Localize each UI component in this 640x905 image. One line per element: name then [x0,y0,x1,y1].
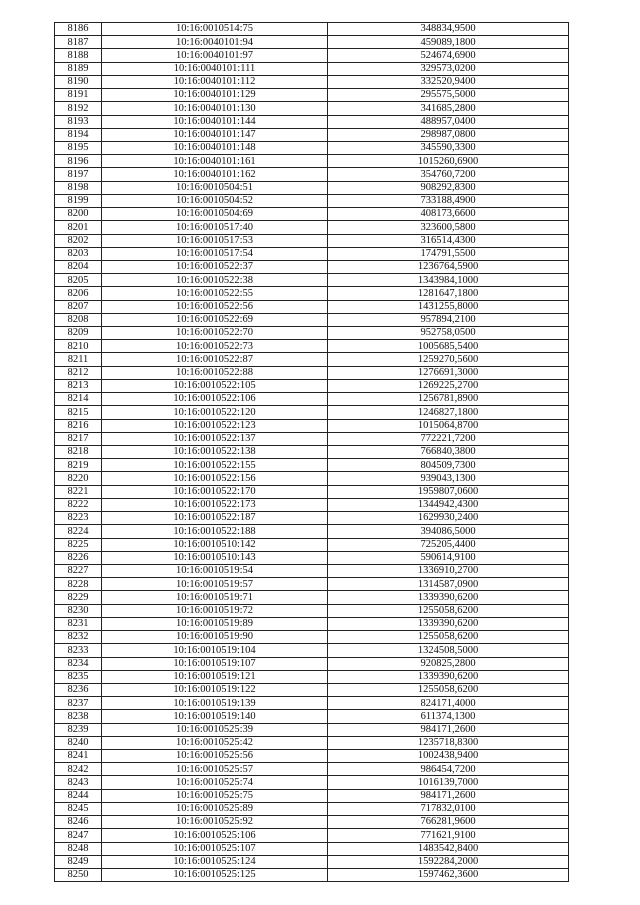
cadastral-number-cell: 10:16:0010504:51 [102,181,328,194]
cadastral-number-cell: 10:16:0040101:144 [102,115,328,128]
table-row [55,842,569,855]
row-number-cell: 8248 [55,842,102,855]
row-number-cell: 8224 [55,525,102,538]
table-row [55,485,569,498]
row-number-cell: 8244 [55,789,102,802]
cadastral-number-cell: 10:16:0010522:37 [102,260,328,273]
value-cell: 329573,0200 [328,62,569,75]
row-number-cell: 8200 [55,208,102,221]
row-number-cell: 8189 [55,62,102,75]
cadastral-number-cell: 10:16:0010519:139 [102,697,328,710]
table-row [55,300,569,313]
cadastral-number-cell: 10:16:0010504:69 [102,208,328,221]
cadastral-number-cell: 10:16:0040101:129 [102,89,328,102]
table-row [55,62,569,75]
table-row [55,670,569,683]
value-cell: 986454,7200 [328,763,569,776]
cadastral-number-cell: 10:16:0010522:70 [102,327,328,340]
table-row [55,102,569,115]
value-cell: 1959807,0600 [328,485,569,498]
value-cell: 1235718,8300 [328,736,569,749]
row-number-cell: 8206 [55,287,102,300]
row-number-cell: 8214 [55,393,102,406]
row-number-cell: 8217 [55,432,102,445]
table-row [55,578,569,591]
cadastral-number-cell: 10:16:0010519:71 [102,591,328,604]
value-cell: 1339390,6200 [328,591,569,604]
row-number-cell: 8235 [55,670,102,683]
row-number-cell: 8239 [55,723,102,736]
row-number-cell: 8188 [55,49,102,62]
value-cell: 341685,2800 [328,102,569,115]
table-row [55,697,569,710]
cadastral-number-cell: 10:16:0010525:125 [102,869,328,882]
value-cell: 920825,2800 [328,657,569,670]
value-cell: 611374,1300 [328,710,569,723]
row-number-cell: 8199 [55,194,102,207]
row-number-cell: 8232 [55,631,102,644]
row-number-cell: 8245 [55,802,102,815]
row-number-cell: 8226 [55,551,102,564]
table-row [55,750,569,763]
table-row [55,446,569,459]
cadastral-number-cell: 10:16:0040101:130 [102,102,328,115]
table-row [55,36,569,49]
row-number-cell: 8218 [55,446,102,459]
table-row [55,89,569,102]
cadastral-number-cell: 10:16:0010517:54 [102,247,328,260]
row-number-cell: 8216 [55,419,102,432]
table-row [55,393,569,406]
cadastral-number-cell: 10:16:0010522:38 [102,274,328,287]
table-row [55,564,569,577]
value-cell: 1016139,7000 [328,776,569,789]
row-number-cell: 8211 [55,353,102,366]
cadastral-number-cell: 10:16:0010517:53 [102,234,328,247]
value-cell: 459089,1800 [328,36,569,49]
row-number-cell: 8237 [55,697,102,710]
value-cell: 1336910,2700 [328,564,569,577]
row-number-cell: 8223 [55,512,102,525]
value-cell: 952758,0500 [328,327,569,340]
cadastral-number-cell: 10:16:0010522:137 [102,432,328,445]
table-row [55,551,569,564]
value-cell: 332520,9400 [328,75,569,88]
value-cell: 488957,0400 [328,115,569,128]
table-row [55,525,569,538]
table-row [55,247,569,260]
table-row [55,234,569,247]
cadastral-number-cell: 10:16:0010522:170 [102,485,328,498]
cadastral-number-cell: 10:16:0010514:75 [102,23,328,36]
row-number-cell: 8246 [55,816,102,829]
table-row [55,829,569,842]
table-row [55,789,569,802]
cadastral-number-cell: 10:16:0010519:140 [102,710,328,723]
cadastral-number-cell: 10:16:0010510:142 [102,538,328,551]
row-number-cell: 8241 [55,750,102,763]
table-row [55,617,569,630]
cadastral-number-cell: 10:16:0010525:57 [102,763,328,776]
row-number-cell: 8219 [55,459,102,472]
value-cell: 1339390,6200 [328,617,569,630]
value-cell: 316514,4300 [328,234,569,247]
value-cell: 1592284,2000 [328,855,569,868]
table-row [55,816,569,829]
table-row [55,683,569,696]
value-cell: 766281,9600 [328,816,569,829]
table-row [55,591,569,604]
row-number-cell: 8230 [55,604,102,617]
table-row [55,340,569,353]
row-number-cell: 8191 [55,89,102,102]
table-row [55,406,569,419]
table-row [55,869,569,882]
cadastral-number-cell: 10:16:0010525:75 [102,789,328,802]
table-row [55,128,569,141]
table-row [55,498,569,511]
value-cell: 1246827,1800 [328,406,569,419]
value-cell: 1015064,8700 [328,419,569,432]
table-row [55,763,569,776]
value-cell: 408173,6600 [328,208,569,221]
row-number-cell: 8249 [55,855,102,868]
table-row [55,115,569,128]
value-cell: 984171,2600 [328,789,569,802]
value-cell: 1255058,6200 [328,683,569,696]
table-row [55,432,569,445]
value-cell: 1629930,2400 [328,512,569,525]
row-number-cell: 8238 [55,710,102,723]
row-number-cell: 8196 [55,155,102,168]
value-cell: 1344942,4300 [328,498,569,511]
table-row [55,379,569,392]
value-cell: 1002438,9400 [328,750,569,763]
cadastral-number-cell: 10:16:0040101:147 [102,128,328,141]
row-number-cell: 8192 [55,102,102,115]
table-row [55,260,569,273]
row-number-cell: 8197 [55,168,102,181]
table-row [55,855,569,868]
cadastral-number-cell: 10:16:0010522:120 [102,406,328,419]
value-cell: 1324508,5000 [328,644,569,657]
cadastral-number-cell: 10:16:0010522:123 [102,419,328,432]
row-number-cell: 8220 [55,472,102,485]
row-number-cell: 8250 [55,869,102,882]
cadastral-number-cell: 10:16:0040101:112 [102,75,328,88]
table-row [55,208,569,221]
table-row [55,155,569,168]
cadastral-number-cell: 10:16:0010519:57 [102,578,328,591]
cadastral-number-cell: 10:16:0010525:56 [102,750,328,763]
cadastral-number-cell: 10:16:0010522:87 [102,353,328,366]
value-cell: 984171,2600 [328,723,569,736]
cadastral-number-cell: 10:16:0010522:155 [102,459,328,472]
table-row [55,512,569,525]
table-row [55,736,569,749]
table-row [55,49,569,62]
cadastral-number-cell: 10:16:0010519:104 [102,644,328,657]
row-number-cell: 8204 [55,260,102,273]
table-row [55,168,569,181]
row-number-cell: 8187 [55,36,102,49]
value-cell: 957894,2100 [328,313,569,326]
cadastral-number-cell: 10:16:0010510:143 [102,551,328,564]
row-number-cell: 8209 [55,327,102,340]
table-row [55,274,569,287]
value-cell: 1343984,1000 [328,274,569,287]
cadastral-number-cell: 10:16:0010504:52 [102,194,328,207]
value-cell: 323600,5800 [328,221,569,234]
table-row [55,221,569,234]
row-number-cell: 8243 [55,776,102,789]
row-number-cell: 8222 [55,498,102,511]
row-number-cell: 8229 [55,591,102,604]
cadastral-number-cell: 10:16:0010522:88 [102,366,328,379]
cadastral-number-cell: 10:16:0010519:121 [102,670,328,683]
value-cell: 1005685,5400 [328,340,569,353]
value-cell: 394086,5000 [328,525,569,538]
row-number-cell: 8202 [55,234,102,247]
cadastral-number-cell: 10:16:0010522:187 [102,512,328,525]
row-number-cell: 8207 [55,300,102,313]
value-cell: 824171,4000 [328,697,569,710]
value-cell: 590614,9100 [328,551,569,564]
row-number-cell: 8186 [55,23,102,36]
cadastral-number-cell: 10:16:0010522:173 [102,498,328,511]
value-cell: 771621,9100 [328,829,569,842]
cadastral-number-cell: 10:16:0010519:90 [102,631,328,644]
row-number-cell: 8236 [55,683,102,696]
table-body [55,23,569,882]
table-row [55,141,569,154]
row-number-cell: 8205 [55,274,102,287]
cadastral-number-cell: 10:16:0010522:73 [102,340,328,353]
value-cell: 733188,4900 [328,194,569,207]
value-cell: 1431255,8000 [328,300,569,313]
value-cell: 766840,3800 [328,446,569,459]
row-number-cell: 8193 [55,115,102,128]
table-row [55,459,569,472]
value-cell: 345590,3300 [328,141,569,154]
value-cell: 804509,7300 [328,459,569,472]
cadastral-number-cell: 10:16:0010519:107 [102,657,328,670]
row-number-cell: 8225 [55,538,102,551]
value-cell: 1269225,2700 [328,379,569,392]
row-number-cell: 8203 [55,247,102,260]
table-row [55,472,569,485]
value-cell: 1256781,8900 [328,393,569,406]
row-number-cell: 8194 [55,128,102,141]
table-row [55,710,569,723]
value-cell: 772221,7200 [328,432,569,445]
table-row [55,366,569,379]
table-row [55,75,569,88]
row-number-cell: 8234 [55,657,102,670]
row-number-cell: 8233 [55,644,102,657]
row-number-cell: 8213 [55,379,102,392]
cadastral-number-cell: 10:16:0010517:40 [102,221,328,234]
cadastral-number-cell: 10:16:0010522:56 [102,300,328,313]
row-number-cell: 8212 [55,366,102,379]
row-number-cell: 8210 [55,340,102,353]
row-number-cell: 8221 [55,485,102,498]
value-cell: 1255058,6200 [328,604,569,617]
value-cell: 1015260,6900 [328,155,569,168]
table-row [55,631,569,644]
value-cell: 298987,0800 [328,128,569,141]
cadastral-number-cell: 10:16:0010525:92 [102,816,328,829]
row-number-cell: 8190 [55,75,102,88]
data-table [54,22,569,882]
row-number-cell: 8201 [55,221,102,234]
table-row [55,419,569,432]
row-number-cell: 8231 [55,617,102,630]
row-number-cell: 8208 [55,313,102,326]
cadastral-number-cell: 10:16:0010522:105 [102,379,328,392]
value-cell: 1255058,6200 [328,631,569,644]
value-cell: 348834,9500 [328,23,569,36]
cadastral-number-cell: 10:16:0010522:106 [102,393,328,406]
cadastral-number-cell: 10:16:0010519:54 [102,564,328,577]
row-number-cell: 8228 [55,578,102,591]
row-number-cell: 8198 [55,181,102,194]
value-cell: 939043,1300 [328,472,569,485]
value-cell: 1314587,0900 [328,578,569,591]
cadastral-number-cell: 10:16:0040101:97 [102,49,328,62]
cadastral-number-cell: 10:16:0040101:94 [102,36,328,49]
value-cell: 1483542,8400 [328,842,569,855]
table-row [55,181,569,194]
cadastral-number-cell: 10:16:0010525:74 [102,776,328,789]
value-cell: 1597462,3600 [328,869,569,882]
cadastral-number-cell: 10:16:0010519:122 [102,683,328,696]
cadastral-number-cell: 10:16:0010525:42 [102,736,328,749]
cadastral-number-cell: 10:16:0010525:106 [102,829,328,842]
table-row [55,23,569,36]
value-cell: 174791,5500 [328,247,569,260]
value-cell: 295575,5000 [328,89,569,102]
cadastral-number-cell: 10:16:0040101:162 [102,168,328,181]
row-number-cell: 8227 [55,564,102,577]
value-cell: 1236764,5900 [328,260,569,273]
cadastral-number-cell: 10:16:0010525:124 [102,855,328,868]
table-row [55,644,569,657]
cadastral-number-cell: 10:16:0010525:107 [102,842,328,855]
table-row [55,313,569,326]
table-row [55,723,569,736]
table-row [55,353,569,366]
cadastral-number-cell: 10:16:0010519:89 [102,617,328,630]
value-cell: 725205,4400 [328,538,569,551]
row-number-cell: 8240 [55,736,102,749]
row-number-cell: 8242 [55,763,102,776]
value-cell: 717832,0100 [328,802,569,815]
cadastral-number-cell: 10:16:0040101:161 [102,155,328,168]
value-cell: 908292,8300 [328,181,569,194]
table-row [55,657,569,670]
table-row [55,194,569,207]
table-row [55,776,569,789]
value-cell: 524674,6900 [328,49,569,62]
table-row [55,538,569,551]
cadastral-number-cell: 10:16:0040101:148 [102,141,328,154]
cadastral-number-cell: 10:16:0010525:89 [102,802,328,815]
cadastral-number-cell: 10:16:0010522:55 [102,287,328,300]
value-cell: 1339390,6200 [328,670,569,683]
value-cell: 354760,7200 [328,168,569,181]
row-number-cell: 8215 [55,406,102,419]
cadastral-number-cell: 10:16:0040101:111 [102,62,328,75]
table-row [55,287,569,300]
value-cell: 1259270,5600 [328,353,569,366]
table-row [55,327,569,340]
cadastral-number-cell: 10:16:0010522:188 [102,525,328,538]
cadastral-number-cell: 10:16:0010522:69 [102,313,328,326]
cadastral-number-cell: 10:16:0010522:156 [102,472,328,485]
cadastral-number-cell: 10:16:0010519:72 [102,604,328,617]
table-row [55,604,569,617]
row-number-cell: 8195 [55,141,102,154]
table-row [55,802,569,815]
value-cell: 1276691,3000 [328,366,569,379]
value-cell: 1281647,1800 [328,287,569,300]
cadastral-number-cell: 10:16:0010522:138 [102,446,328,459]
row-number-cell: 8247 [55,829,102,842]
cadastral-number-cell: 10:16:0010525:39 [102,723,328,736]
